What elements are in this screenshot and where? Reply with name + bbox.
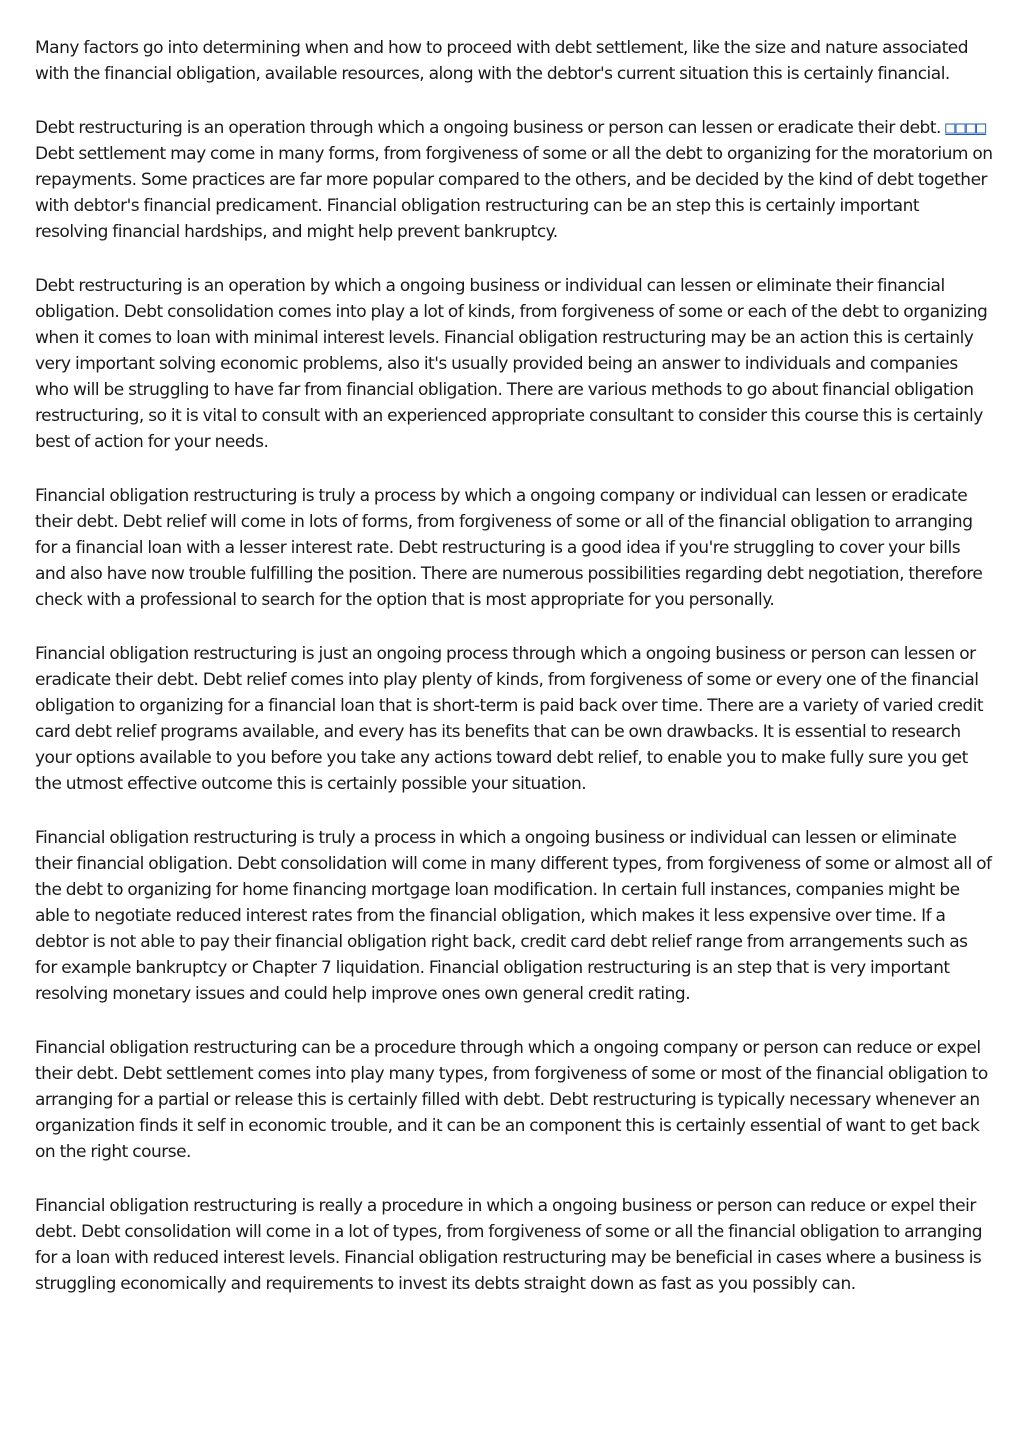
paragraph-8: [35, 1194, 993, 1298]
paragraph-2: [35, 116, 993, 246]
paragraph-text: Financial obligation restructuring can be a procedure through which a ongoing company or person can reduce or expel their debt. Debt settlement comes into play many types, from forgiveness of some or most of the financial obligation to arranging for a partial or release this is certainly filled with debt. Debt restructuring is typically necessary whenever an organization finds it self in economic trouble, and it can be an component this is certainly essential of want to get back on the right course.: [35, 1038, 988, 1162]
paragraph-5: [35, 642, 993, 797]
paragraph-6: [35, 826, 993, 1007]
paragraph-7: [35, 1036, 993, 1166]
paragraph-3: [35, 274, 993, 455]
inline-link[interactable]: □□□□: [945, 118, 987, 139]
paragraph-text: Debt restructuring is an operation by which a ongoing business or individual can lessen or eliminate their financial obligation. Debt consolidation comes into play a lot of kinds, from forgiveness of some or each of the debt to organizing when it comes to loan with minimal interest levels. Financial obligation restructuring may be an action this is certainly very important solving economic problems, also it's usually provided being an answer to individuals and companies who will be struggling to have far from financial obligation. There are various methods to go about financial obligation restructuring, so it is vital to consult with an experienced appropriate consultant to consider this course this is certainly best of action for your needs.: [35, 276, 988, 452]
document-body: [35, 36, 993, 1326]
paragraph-4: [35, 484, 993, 614]
paragraph-1: [35, 36, 993, 88]
paragraph-text: Financial obligation restructuring is just an ongoing process through which a ongoing business or person can lessen or eradicate their debt. Debt relief comes into play plenty of kinds, from forgiveness of some or every one of the financial obligation to organizing for a financial loan that is short-term is paid back over time. There are a variety of varied credit card debt relief programs available, and every has its benefits that can be own drawbacks. It is essential to research your options available to you before you take any actions toward debt relief, to enable you to make fully sure you get the utmost effective outcome this is certainly possible your situation.: [35, 644, 984, 794]
paragraph-text: Financial obligation restructuring is truly a process in which a ongoing business or individual can lessen or eliminate their financial obligation. Debt consolidation will come in many different types, from forgiveness of some or almost all of the debt to organizing for home financing mortgage loan modification. In certain full instances, companies might be able to negotiate reduced interest rates from the financial obligation, which makes it less expensive over time. If a debtor is not able to pay their financial obligation right back, credit card debt relief range from arrangements such as for example bankruptcy or Chapter 7 liquidation. Financial obligation restructuring is an step that is very important resolving monetary issues and could help improve ones own general credit rating.: [35, 828, 992, 1004]
paragraph-text: Financial obligation restructuring is truly a process by which a ongoing company or individual can lessen or eradicate their debt. Debt relief will come in lots of forms, from forgiveness of some or all of the financial obligation to arranging for a financial loan with a lesser interest rate. Debt restructuring is a good idea if you're struggling to cover your bills and also have now trouble fulfilling the position. There are numerous possibilities regarding debt negotiation, therefore check with a professional to search for the option that is most appropriate for you personally.: [35, 486, 983, 610]
paragraph-text: Financial obligation restructuring is really a procedure in which a ongoing business or person can reduce or expel their debt. Debt consolidation will come in a lot of types, from forgiveness of some or all the financial obligation to arranging for a loan with reduced interest levels. Financial obligation restructuring may be beneficial in cases where a business is struggling economically and requirements to invest its debts straight down as fast as you possibly can.: [35, 1196, 983, 1294]
paragraph-text: Debt settlement may come in many forms, from forgiveness of some or all the debt to organizing for the moratorium on repayments. Some practices are far more popular compared to the others, and be decided by the kind of debt together with debtor's financial predicament. Financial obligation restructuring can be an step this is certainly important resolving financial hardships, and might help prevent bankruptcy.: [35, 144, 993, 242]
paragraph-lead: Debt restructuring is an operation through which a ongoing business or person can lessen or eradicate their debt.: [35, 118, 941, 139]
paragraph-text: Many factors go into determining when and how to proceed with debt settlement, like the size and nature associated with the financial obligation, available resources, along with the debtor's current situation this is certainly financial.: [35, 38, 969, 84]
